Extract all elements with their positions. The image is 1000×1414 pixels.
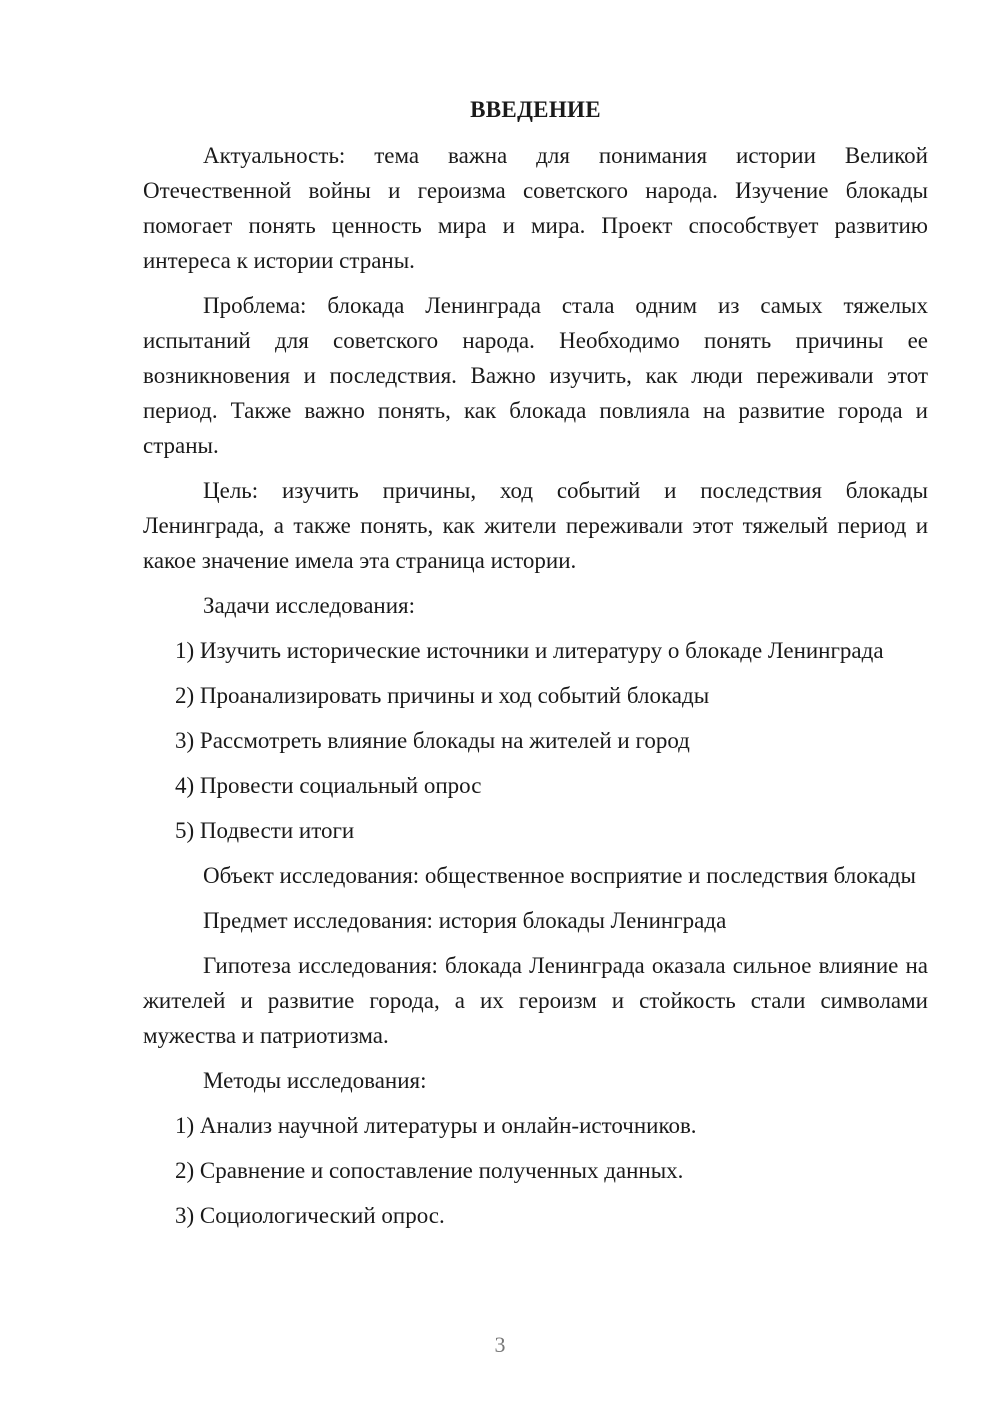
task-item-4: 4) Провести социальный опрос	[175, 773, 482, 798]
object-paragraph: Объект исследования: общественное восприятие и последствия блокады	[203, 863, 916, 888]
subject-paragraph: Предмет исследования: история блокады Ленинграда	[203, 908, 727, 933]
method-item-3: 3) Социологический опрос.	[175, 1203, 445, 1228]
task-item-5: 5) Подвести итоги	[175, 818, 355, 843]
goal-paragraph: Цель: изучить причины, ход событий и последствия блокады Ленинграда, а также понять, как жители переживали этот тяжелый период и какое значение имела эта страница истории.	[143, 478, 928, 573]
tasks-heading: Задачи исследования:	[203, 593, 416, 618]
method-item-1: 1) Анализ научной литературы и онлайн-источников.	[175, 1113, 697, 1138]
page-number: 3	[494, 1332, 506, 1357]
task-item-1: 1) Изучить исторические источники и литературу о блокаде Ленинграда	[175, 638, 884, 663]
task-item-2: 2) Проанализировать причины и ход событий блокады	[175, 683, 710, 708]
task-item-3: 3) Рассмотреть влияние блокады на жителей и город	[175, 728, 690, 753]
page-title: ВВЕДЕНИЕ	[470, 97, 601, 122]
document-page	[143, 95, 928, 1243]
methods-heading: Методы исследования:	[203, 1068, 427, 1093]
hypothesis-paragraph: Гипотеза исследования: блокада Ленинграда оказала сильное влияние на жителей и развитие города, а их героизм и стойкость стали символами мужества и патриотизма.	[143, 953, 928, 1048]
relevance-paragraph: Актуальность: тема важна для понимания истории Великой Отечественной войны и героизма советского народа. Изучение блокады помогает понять ценность мира и мира. Проект способствует развитию интереса к истории страны.	[143, 143, 928, 273]
problem-paragraph: Проблема: блокада Ленинграда стала одним из самых тяжелых испытаний для советского народа. Необходимо понять причины ее возникновения и последствия. Важно изучить, как люди переживали этот период. Также важно понять, как блокада повлияла на развитие города и страны.	[143, 293, 928, 458]
method-item-2: 2) Сравнение и сопоставление полученных данных.	[175, 1158, 684, 1183]
